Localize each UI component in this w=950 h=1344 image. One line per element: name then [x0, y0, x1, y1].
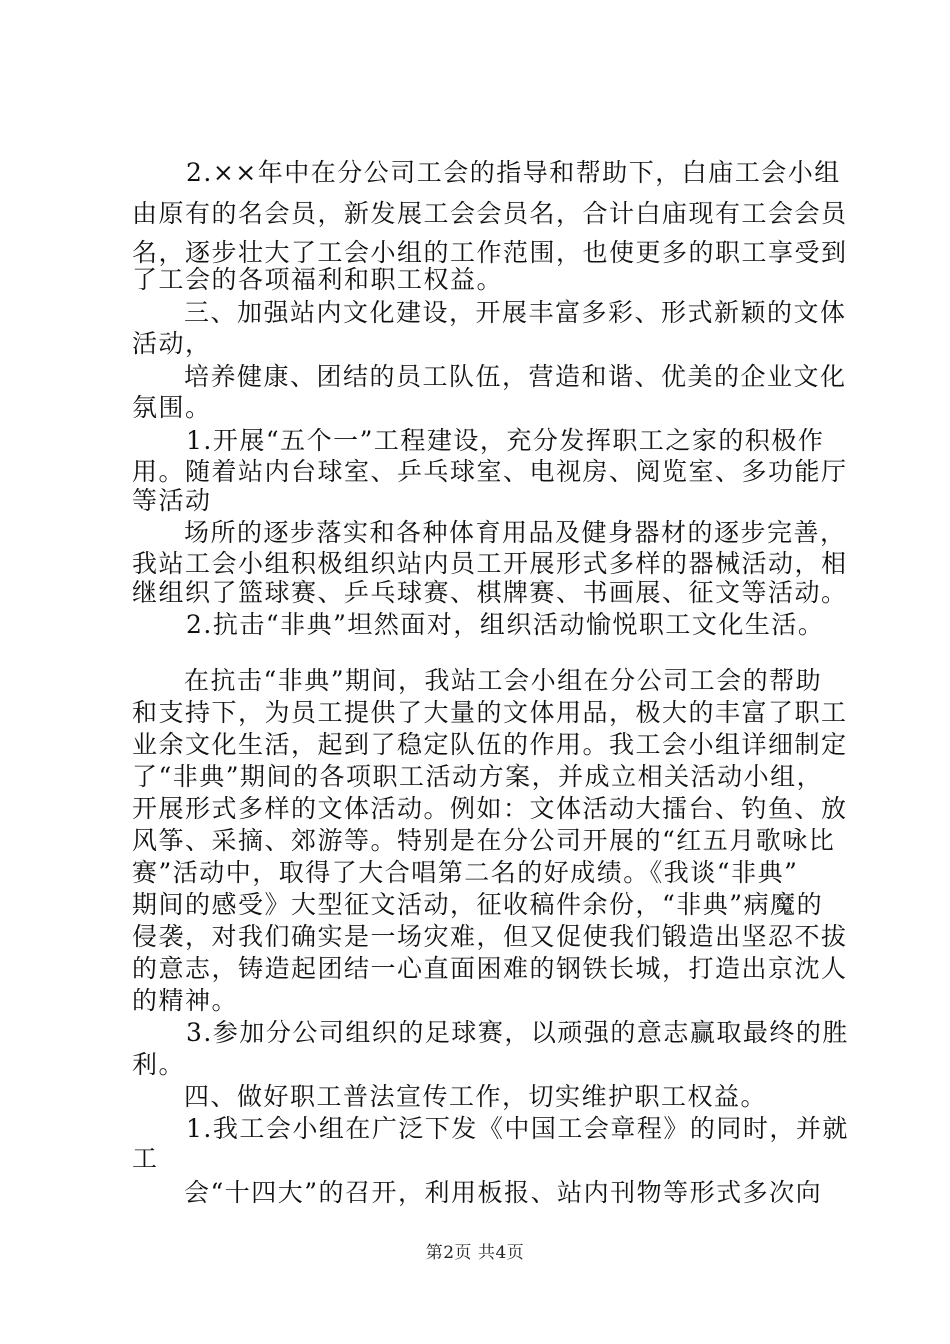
text-line-26: 的精神。 — [132, 986, 239, 1015]
text-line-8: 氛围。 — [132, 393, 212, 422]
text-line-25: 的意志，铸造起团结一心直面困难的钢铁长城，打造出京沈人 — [132, 954, 848, 983]
text-line-29: 四、做好职工普法宣传工作，切实维护职工权益。 — [184, 1082, 768, 1111]
text-line-5: 三、加强站内文化建设，开展丰富多彩、形式新颖的文体 — [184, 298, 847, 327]
text-line-2: 由原有的名会员，新发展工会会员名，合计白庙现有工会会员 — [132, 199, 848, 228]
text-line-11: 等活动 — [132, 486, 212, 515]
text-line-9: 1.开展“五个一”工程建设，充分发挥职工之家的积极作 — [186, 426, 825, 455]
text-line-10: 用。随着站内台球室、乒乓球室、电视房、阅览室、多功能厅 — [132, 457, 848, 486]
text-line-17: 和支持下，为员工提供了大量的文体用品，极大的丰富了职工 — [132, 698, 848, 727]
text-line-24: 侵袭，对我们确实是一场灾难，但又促使我们锻造出坚忍不拔 — [132, 922, 848, 951]
text-line-12: 场所的逐步落实和各种体育用品及健身器材的逐步完善， — [184, 518, 847, 547]
text-line-21: 风筝、采摘、郊游等。特别是在分公司开展的“红五月歌咏比 — [132, 826, 836, 855]
text-line-27: 3.参加分公司组织的足球赛，以顽强的意志赢取最终的胜 — [186, 1018, 849, 1047]
text-line-28: 利。 — [132, 1050, 186, 1079]
text-line-7: 培养健康、团结的员工队伍，营造和谐、优美的企业文化 — [184, 362, 847, 391]
text-line-1: 2.××年中在分公司工会的指导和帮助下，白庙工会小组 — [186, 158, 841, 187]
text-line-16: 在抗击“非典”期间，我站工会小组在分公司工会的帮助 — [184, 666, 823, 695]
text-line-22: 赛”活动中，取得了大合唱第二名的好成绩。《我谈“非典” — [132, 858, 799, 887]
text-line-6: 活动， — [132, 329, 212, 358]
text-line-20: 开展形式多样的文体活动。例如：文体活动大擂台、钓鱼、放 — [132, 794, 848, 823]
text-line-19: 了“非典”期间的各项职工活动方案，并成立相关活动小组， — [132, 762, 824, 791]
text-line-13: 我站工会小组积极组织站内员工开展形式多样的器械活动，相 — [132, 549, 848, 578]
text-line-32: 会“十四大”的召开，利用板报、站内刊物等形式多次向 — [184, 1178, 823, 1207]
page-footer: 第2页 共4页 — [425, 1243, 525, 1263]
text-line-23: 期间的感受》大型征文活动，征收稿件余份，“非典”病魔的 — [132, 890, 824, 919]
text-line-14: 继组织了篮球赛、乒乓球赛、棋牌赛、书画展、征文等活动。 — [132, 578, 848, 607]
text-line-3: 名，逐步壮大了工会小组的工作范围，也使更多的职工享受到 — [132, 238, 848, 267]
text-line-4: 了工会的各项福利和职工权益。 — [132, 265, 504, 294]
text-line-30: 1.我工会小组在广泛下发《中国工会章程》的同时，并就 — [186, 1114, 849, 1143]
text-line-15: 2.抗击“非典”坦然面对，组织活动愉悦职工文化生活。 — [186, 610, 825, 639]
text-line-18: 业余文化生活，起到了稳定队伍的作用。我工会小组详细制定 — [132, 730, 848, 759]
text-line-31: 工 — [132, 1144, 159, 1173]
